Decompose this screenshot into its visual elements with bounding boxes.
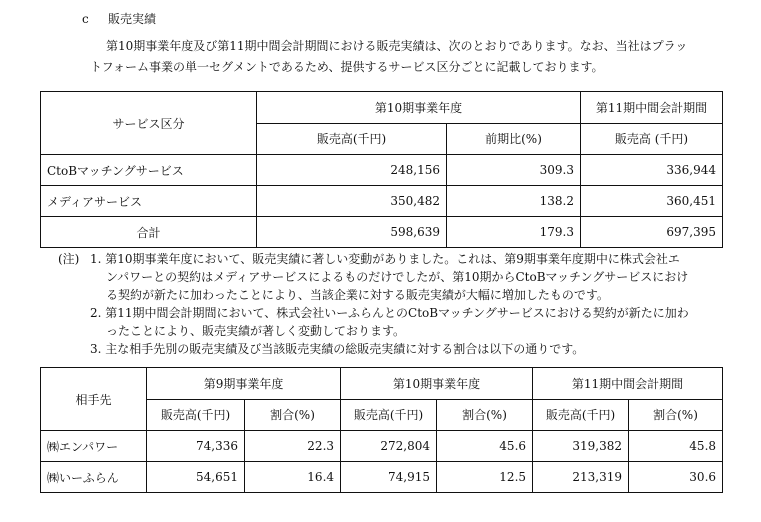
notes [58,250,689,358]
note-line: 2. 第11期中間会計期間において、株式会社いーふらんとのCtoBマッチングサービスにおける契約が新たに加わ [90,306,689,320]
header-period-10: 第10期事業年度 [257,92,581,124]
subheader-sales: 販売高(千円) [257,123,447,155]
table-row [41,186,723,217]
subheader-share: 割合(%) [629,399,723,431]
share-value: 45.8 [629,431,723,462]
note-line: る契約が新たに加わったことにより、当該企業に対する販売実績が大幅に増加したものです。 [106,288,609,302]
table-row [41,155,723,186]
table-row-total [41,217,723,248]
sales-value: 74,915 [341,462,437,493]
subheader-share: 割合(%) [245,399,341,431]
yoy-value: 309.3 [447,155,581,186]
sales-value: 272,804 [341,431,437,462]
sales-value: 697,395 [581,217,723,248]
total-label: 合計 [41,217,257,248]
section-title: 販売実績 [108,12,157,26]
intro-paragraph [82,36,687,78]
table-row [41,431,723,462]
sales-value: 319,382 [533,431,629,462]
yoy-value: 138.2 [447,186,581,217]
sales-value: 74,336 [147,431,245,462]
section-marker: c [82,12,89,26]
subheader-sales: 販売高(千円) [147,399,245,431]
subheader-sales: 販売高(千円) [341,399,437,431]
header-period-9: 第9期事業年度 [147,368,341,400]
subheader-sales: 販売高(千円) [533,399,629,431]
subheader-sales: 販売高 (千円) [581,123,723,155]
sales-value: 360,451 [581,186,723,217]
service-name: メディアサービス [41,186,257,217]
sales-value: 350,482 [257,186,447,217]
intro-line: トフォーム事業の単一セグメントであるため、提供するサービス区分ごとに記載しております。 [90,60,604,74]
customer-name: ㈱エンパワー [41,431,147,462]
sales-by-service-table [40,91,723,248]
header-period-10: 第10期事業年度 [341,368,533,400]
share-value: 12.5 [437,462,533,493]
sales-value: 248,156 [257,155,447,186]
yoy-value: 179.3 [447,217,581,248]
note-line: ったことにより、販売実績が著しく変動しております。 [106,324,406,338]
subheader-yoy: 前期比(%) [447,123,581,155]
share-value: 22.3 [245,431,341,462]
share-value: 16.4 [245,462,341,493]
sales-value: 54,651 [147,462,245,493]
note-line: ンパワーとの契約はメディアサービスによるものだけでしたが、第10期からCtoBマッチングサービスにおけ [106,270,689,284]
header-service-category: サービス区分 [41,92,257,155]
customer-name: ㈱いーふらん [41,462,147,493]
header-period-11: 第11期中間会計期間 [533,368,723,400]
section-heading [82,10,156,27]
sales-value: 336,944 [581,155,723,186]
notes-label: (注) [58,252,80,266]
note-line: 1. 第10期事業年度において、販売実績に著しい変動がありました。これは、第9期事業年度期中に株式会社エ [90,252,680,266]
table-row [41,462,723,493]
sales-value: 598,639 [257,217,447,248]
share-value: 30.6 [629,462,723,493]
intro-line: 第10期事業年度及び第11期中間会計期間における販売実績は、次のとおりであります。なお、当社はプラッ [106,39,688,53]
header-customer: 相手先 [41,368,147,431]
header-period-11: 第11期中間会計期間 [581,92,723,124]
sales-by-customer-table [40,367,723,493]
subheader-share: 割合(%) [437,399,533,431]
service-name: CtoBマッチングサービス [41,155,257,186]
share-value: 45.6 [437,431,533,462]
sales-value: 213,319 [533,462,629,493]
note-line: 3. 主な相手先別の販売実績及び当該販売実績の総販売実績に対する割合は以下の通りです。 [90,342,585,356]
